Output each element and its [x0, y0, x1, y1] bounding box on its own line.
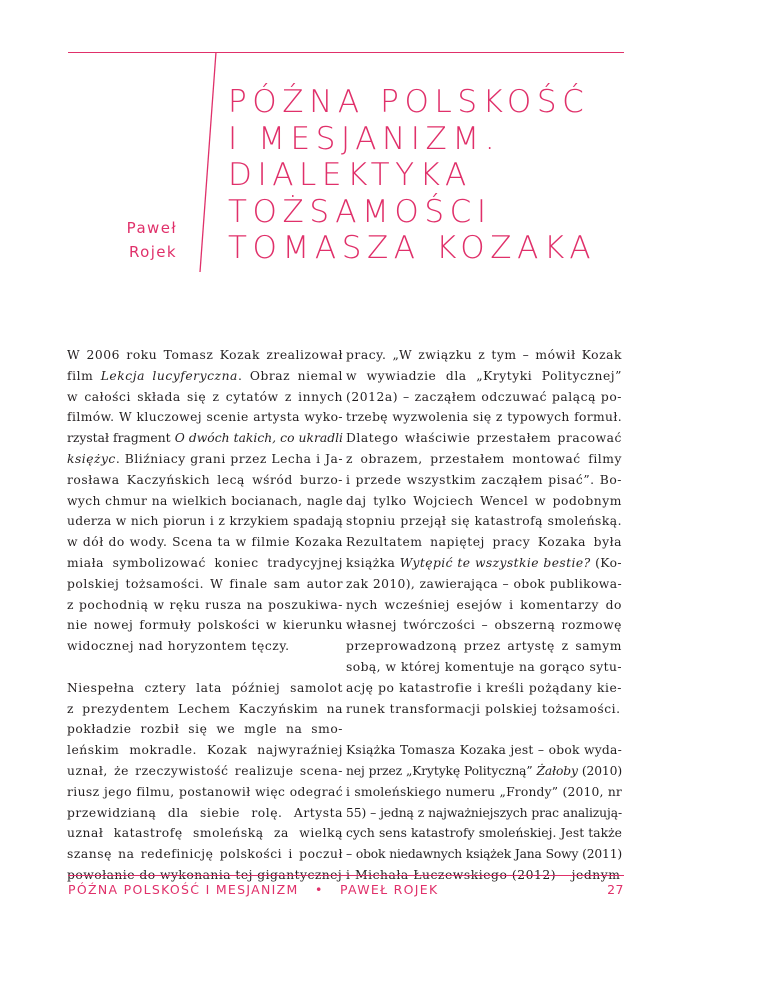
text-line: rzystał fragment O dwóch takich, co ukradli	[67, 431, 343, 446]
text-line: cych sens katastrofy smoleńskiej. Jest także	[346, 826, 622, 841]
author-name	[95, 216, 177, 264]
italic-title: O dwóch takich, co ukradli	[174, 431, 343, 446]
article-title	[228, 84, 628, 267]
italic-title: Wytępić te wszystkie bestie?	[399, 555, 591, 570]
text-line: runek transformacji polskiej tożsamości.	[346, 701, 621, 716]
title-line: TOŻSAMOŚCI	[228, 193, 492, 230]
paragraph	[67, 678, 343, 886]
text-line: stopniu przejął się katastrofą smoleńską.	[346, 514, 622, 529]
text-line: wych chmur na wielkich bocianach, nagle	[67, 493, 343, 508]
text-line: z obrazem, przestałem montować filmy	[346, 451, 622, 466]
text-line: powołanie do wykonania tej gigantycznej	[67, 867, 343, 882]
text-line: nych wcześniej esejów i komentarzy do	[346, 597, 622, 612]
text-line: Rezultatem napiętej pracy Kozaka była	[346, 535, 622, 550]
text-line: przeprowadzoną przez artystę z samym	[346, 639, 622, 654]
text-line: zak 2010), zawierająca – obok publikowa-	[346, 576, 622, 591]
footer-rule	[68, 875, 624, 876]
text-line: w całości składa się z cytatów z innych	[67, 389, 343, 404]
italic-title: księżyc	[67, 451, 116, 466]
paragraph	[346, 345, 622, 719]
text-line: riusz jego filmu, postanowił więc odegrać	[67, 784, 343, 799]
text-line: Niespełna cztery lata później samolot	[67, 680, 343, 695]
text-line: i smoleńskiego numeru „Frondy” (2010, nr	[346, 784, 622, 799]
text-line: daj tylko Wojciech Wencel w podobnym	[346, 493, 622, 508]
text-line: z prezydentem Lechem Kaczyńskim na	[67, 701, 343, 716]
body-column-left	[67, 345, 343, 886]
text-line: księżyc. Bliźniacy grani przez Lecha i Ja-	[67, 451, 343, 466]
text-line: Książka Tomasza Kozaka jest – obok wyda-	[346, 743, 622, 758]
footer-separator: •	[315, 882, 324, 897]
italic-title: Lekcja lucyferyczna	[100, 368, 238, 383]
text-line: własnej twórczości – obszerną rozmowę	[346, 618, 622, 633]
page-number: 27	[607, 882, 624, 897]
text-line: widocznej nad horyzontem tęczy.	[67, 639, 290, 654]
running-author: PAWEŁ ROJEK	[340, 882, 439, 897]
top-rule	[68, 52, 624, 53]
text-line: uznał katastrofę smoleńską za wielką	[67, 826, 343, 841]
text-line: pracy. „W związku z tym – mówił Kozak	[346, 348, 622, 362]
text-line: i Michała Łuczewskiego (2012) – jednym	[346, 867, 621, 882]
text-line: pokładzie rozbił się we mgle na smo-	[67, 722, 343, 737]
text-line: miała symbolizować koniec tradycyjnej	[67, 555, 343, 570]
text-line: polskiej tożsamości. W finale sam autor	[67, 576, 343, 591]
text-line: z pochodnią w ręku rusza na poszukiwa-	[67, 597, 343, 612]
text-line: W 2006 roku Tomasz Kozak zrealizował	[67, 348, 343, 362]
paragraph	[67, 345, 343, 657]
author-last-name: Rojek	[128, 243, 177, 261]
text-line: w dół do wody. Scena ta w filmie Kozaka	[67, 535, 343, 550]
text-line: leńskim mokradle. Kozak najwyraźniej	[67, 743, 343, 758]
text-line: nej przez „Krytykę Polityczną” Żałoby (2010)	[346, 763, 622, 778]
text-line: – obok niedawnych książek Jana Sowy (2011)	[346, 847, 622, 862]
page-footer	[68, 882, 624, 902]
text-line: w wywiadzie dla „Krytyki Politycznej”	[346, 368, 622, 383]
title-line: I MESJANIZM.	[228, 120, 501, 157]
text-line: filmów. W kluczowej scenie artysta wyko-	[67, 410, 343, 425]
text-line: rosława Kaczyńskich lecą wśród burzo-	[67, 472, 343, 487]
text-line: film Lekcja lucyferyczna. Obraz niemal	[67, 368, 343, 383]
title-line: DIALEKTYKA	[228, 157, 472, 193]
author-first-name: Paweł	[126, 219, 177, 237]
text-line: książka Wytępić te wszystkie bestie? (Ko-	[346, 555, 622, 570]
paragraph	[346, 740, 622, 886]
text-line: Dlatego właściwie przestałem pracować	[346, 431, 622, 446]
text-line: szansę na redefinicję polskości i poczuł	[67, 847, 343, 862]
text-line: uderza w nich piorun i z krzykiem spadają	[67, 514, 343, 529]
text-line: przewidzianą dla siebie rolę. Artysta	[67, 805, 343, 820]
text-line: nie nowej formuły polskości w kierunku	[67, 618, 343, 633]
title-line: PÓŹNA POLSKOŚĆ	[228, 84, 590, 120]
running-title: PÓŹNA POLSKOŚĆ I MESJANIZM	[68, 882, 299, 897]
title-line: TOMASZA KOZAKA	[228, 230, 597, 266]
text-line: uznał, że rzeczywistość realizuje scena-	[67, 763, 343, 778]
text-line: sobą, w której komentuje na gorąco sytu-	[346, 659, 622, 674]
text-line: (2012a) – zacząłem odczuwać palącą po-	[346, 389, 622, 404]
text-line: 55) – jedną z najważniejszych prac analizują-	[346, 805, 622, 820]
italic-title: Żałoby	[536, 763, 578, 778]
text-line: ację po katastrofie i kreśli pożądany kie-	[346, 680, 622, 695]
text-line: i przede wszystkim zacząłem pisać”. Bo-	[346, 472, 622, 487]
body-column-right	[346, 345, 622, 886]
text-line: trzebę wyzwolenia się z typowych formuł.	[346, 410, 622, 425]
